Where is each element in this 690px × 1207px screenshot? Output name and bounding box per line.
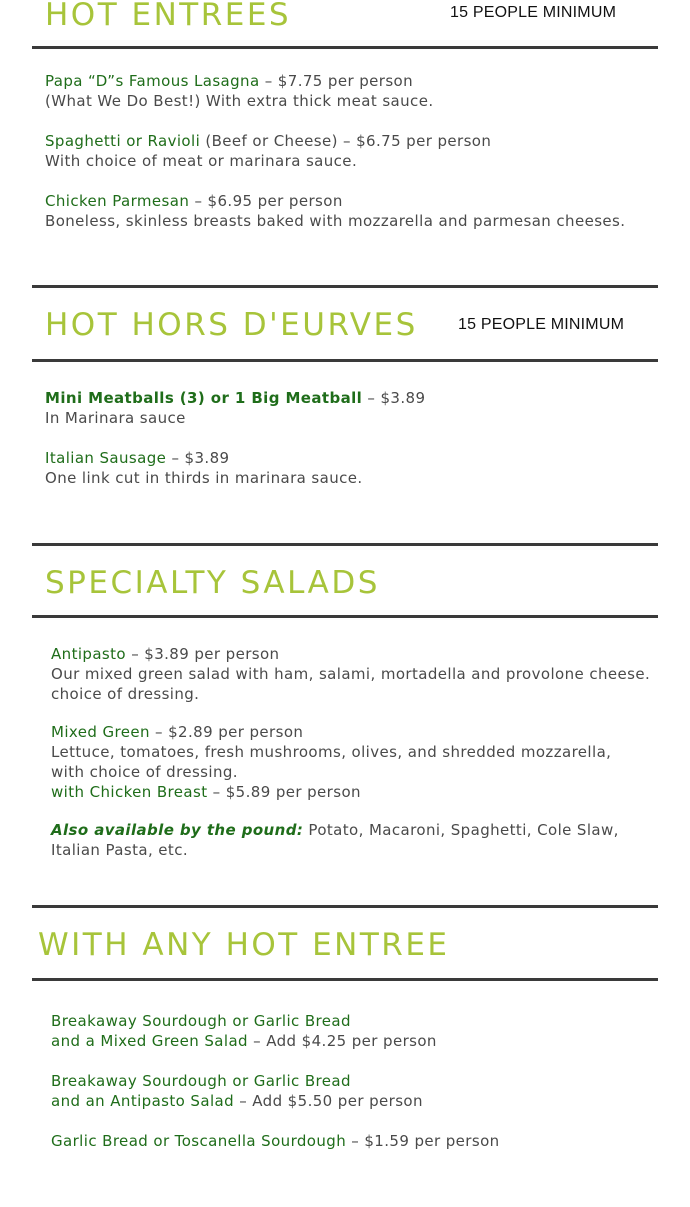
item-price: – $6.75 per person [343,132,492,150]
divider [32,905,658,908]
hot-hors-minimum: 15 PEOPLE MINIMUM [458,316,625,333]
item-price: – $3.89 [367,389,426,407]
item-name: Papa “D”s Famous Lasagna [45,72,260,90]
divider [32,543,658,546]
item-name: Antipasto [51,645,127,663]
item-price: – $3.89 [171,449,230,467]
item-price: – $2.89 per person [155,723,304,741]
item-description: Boneless, skinless breasts baked with mozzarella and parmesan cheeses. [45,212,626,230]
menu-item-italian-sausage [45,448,363,488]
item-price: – $3.89 per person [131,645,280,663]
item-name-line2: and an Antipasto Salad [51,1092,235,1110]
item-sub-name: with Chicken Breast [51,783,208,801]
menu-item-spaghetti-ravioli [45,131,491,171]
item-name: Italian Sausage [45,449,167,467]
menu-item-lasagna [45,71,434,111]
divider [32,615,658,618]
item-sub-price: – $5.89 per person [212,783,361,801]
divider [32,978,658,981]
item-price: – Add $4.25 per person [253,1032,437,1050]
section-title-with-any-hot-entree: WITH ANY HOT ENTREE [38,927,450,963]
item-extra: (Beef or Cheese) [205,132,338,150]
menu-item-garlic-bread [51,1131,500,1151]
section-title-hot-hors-doeuvres: HOT HORS D'EURVES [45,307,418,343]
item-description: With choice of meat or marinara sauce. [45,152,358,170]
menu-item-meatballs [45,388,425,428]
item-price: – $1.59 per person [351,1132,500,1150]
item-name: Mixed Green [51,723,150,741]
divider [32,285,658,288]
menu-item-bread-mixed-green [51,1011,437,1051]
item-name: Spaghetti or Ravioli [45,132,201,150]
by-pound-label: Also available by the pound: [51,821,304,839]
item-description: (What We Do Best!) With extra thick meat sauce. [45,92,434,110]
item-price: – Add $5.50 per person [239,1092,423,1110]
item-name: Mini Meatballs (3) or 1 Big Meatball [45,389,363,407]
menu-item-bread-antipasto [51,1071,423,1111]
item-price: – $6.95 per person [194,192,343,210]
section-title-hot-entrees: HOT ENTREES [45,0,292,33]
item-name-line1: Breakaway Sourdough or Garlic Bread [51,1072,351,1090]
item-name-line1: Breakaway Sourdough or Garlic Bread [51,1012,351,1030]
menu-item-chicken-parmesan [45,191,625,231]
divider [32,359,658,362]
item-name-line2: and a Mixed Green Salad [51,1032,248,1050]
item-price: – $7.75 per person [264,72,414,90]
hot-entrees-minimum: 15 PEOPLE MINIMUM [450,4,617,21]
item-description: One link cut in thirds in marinara sauce. [45,469,363,487]
item-description: Lettuce, tomatoes, fresh mushrooms, olives, and shredded mozzarella, with choice of dressing. [51,743,612,781]
divider [32,46,658,49]
by-the-pound-note [51,820,651,860]
item-name: Garlic Bread or Toscanella Sourdough [51,1132,347,1150]
by-pound-text: Potato, Macaroni, Spaghetti, Cole Slaw, Italian Pasta, etc. [51,821,619,859]
menu-item-mixed-green [51,722,641,802]
menu-item-antipasto [51,644,651,704]
item-description: Our mixed green salad with ham, salami, mortadella and provolone cheese. choice of dressing. [51,665,651,703]
item-description: In Marinara sauce [45,409,186,427]
item-name: Chicken Parmesan [45,192,190,210]
section-title-specialty-salads: SPECIALTY SALADS [45,565,380,601]
